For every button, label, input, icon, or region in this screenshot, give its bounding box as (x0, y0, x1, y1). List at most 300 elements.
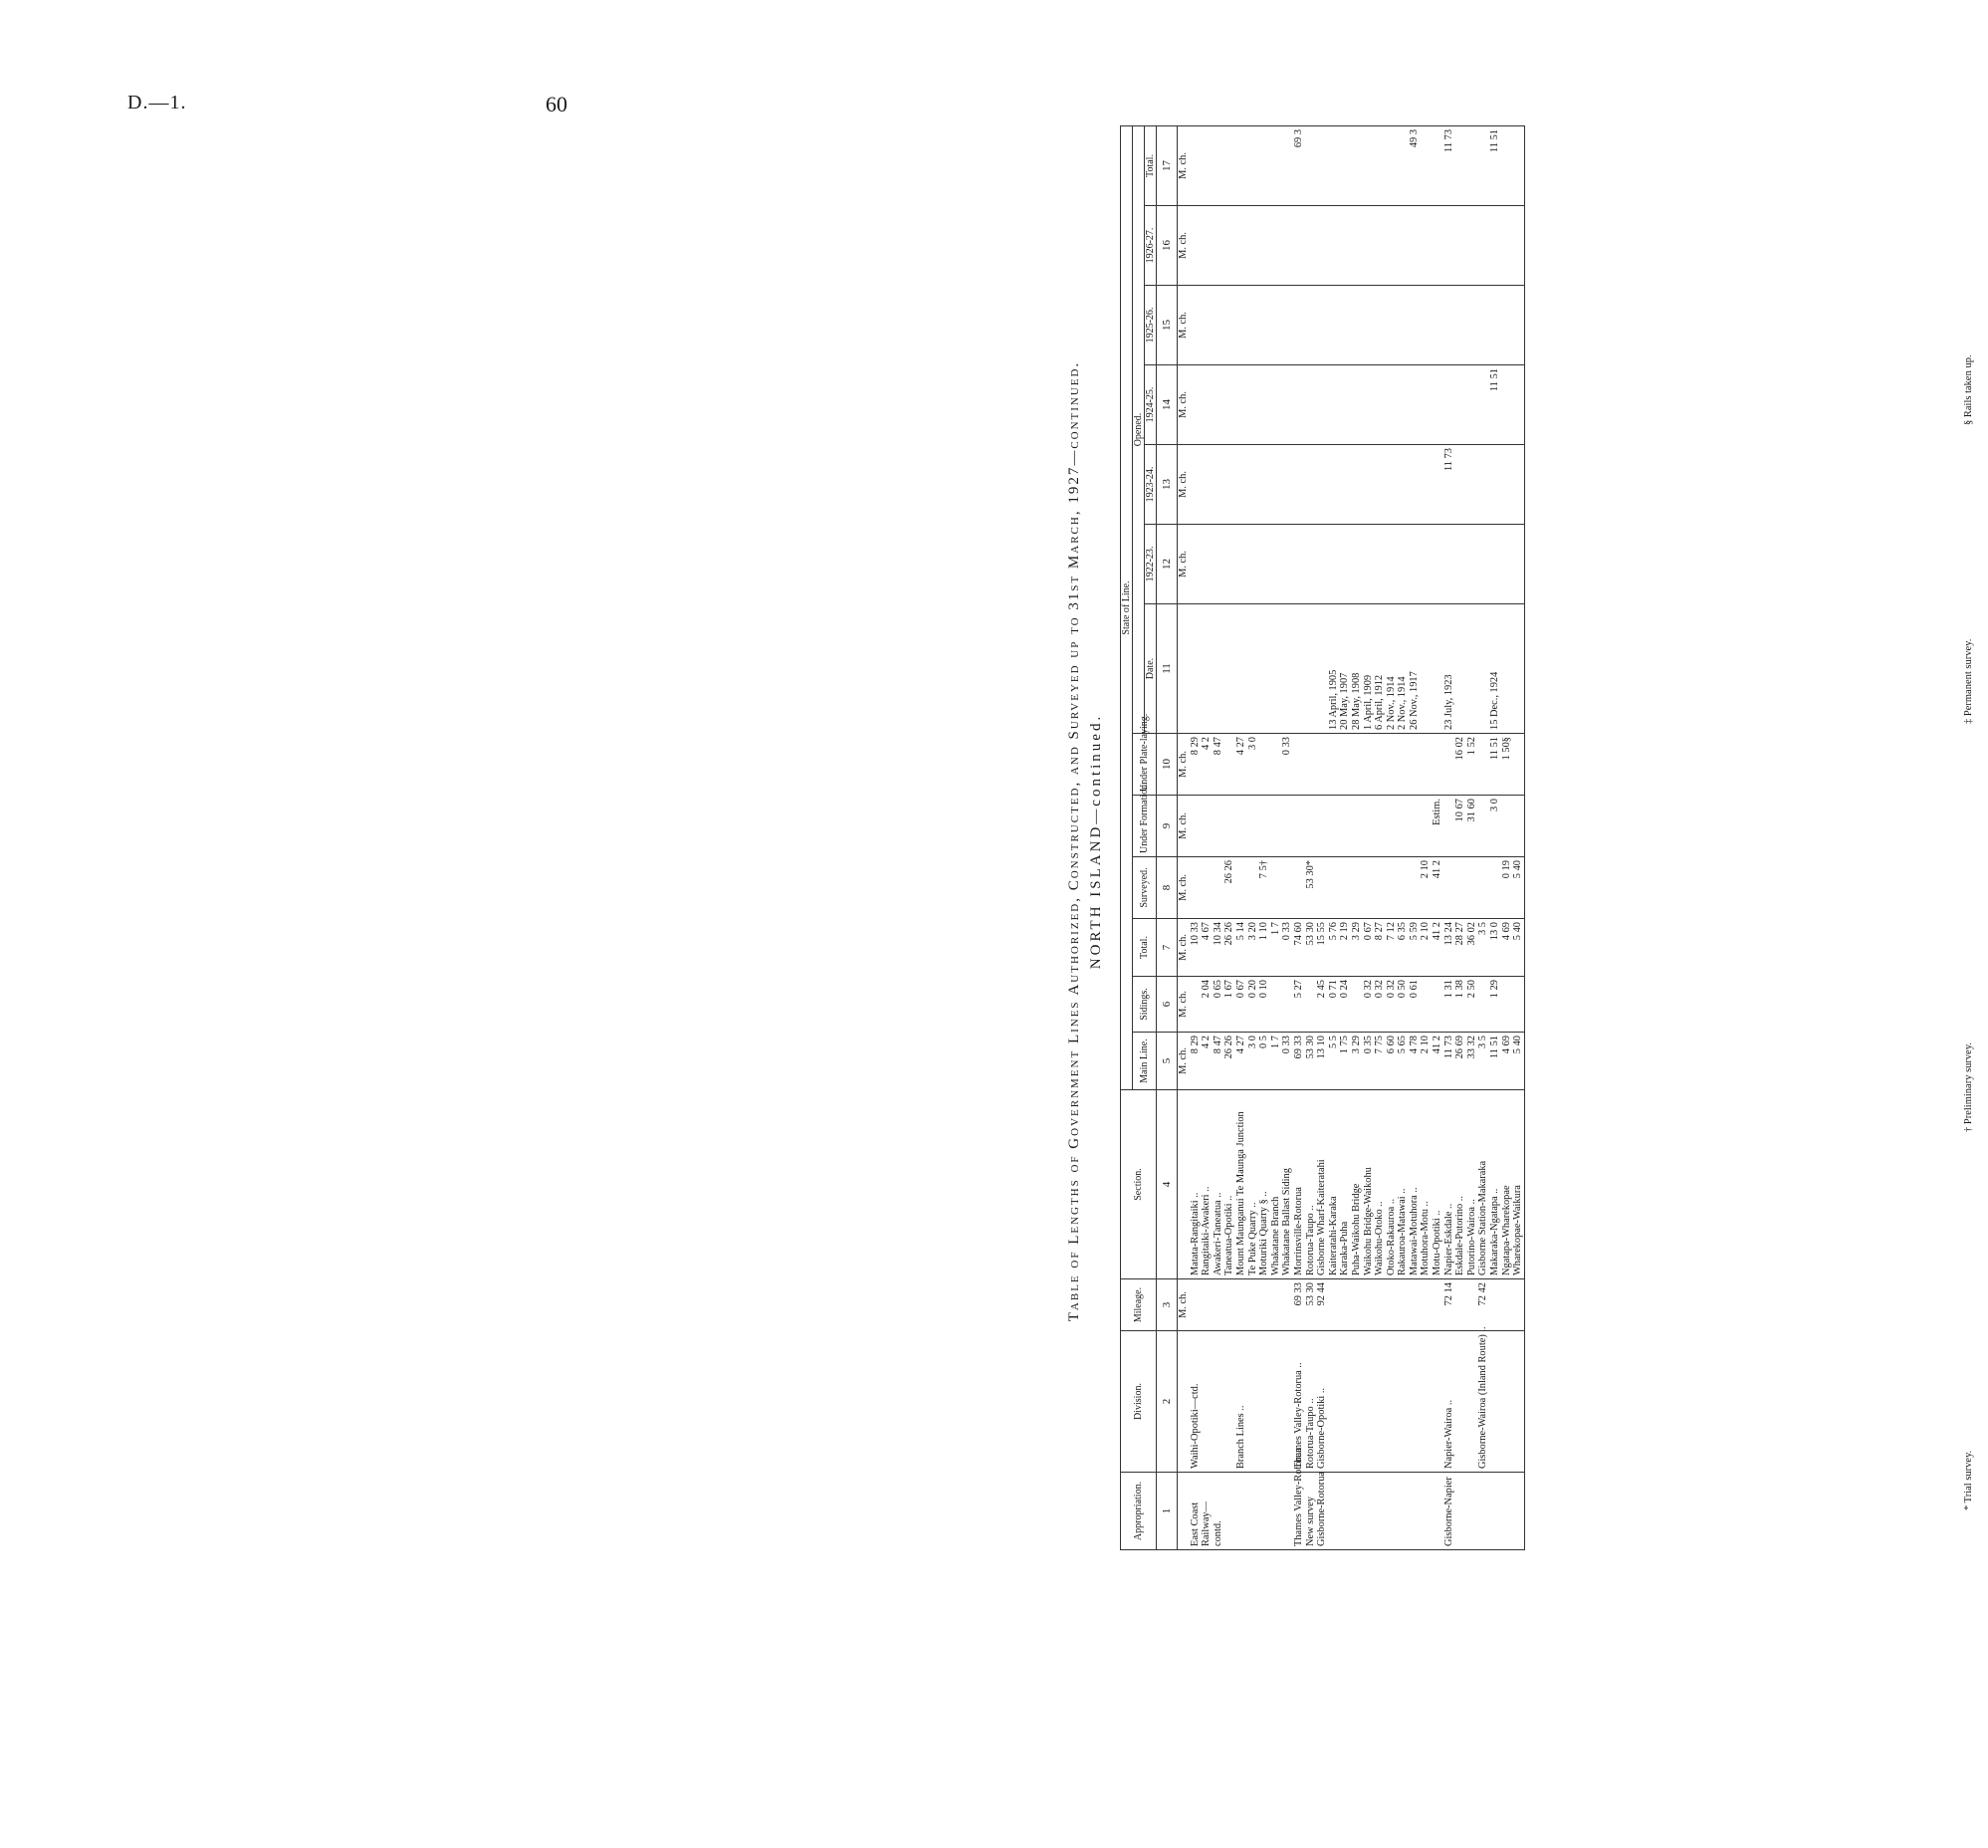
cell-mileage (1223, 1279, 1235, 1331)
cell-sidings: 0 32 (1374, 977, 1386, 1033)
table-row (1201, 125, 1213, 1549)
cell-mileage (1339, 1279, 1351, 1331)
column-number: 5 (1157, 1033, 1178, 1090)
cell-division: Napier-Wairoa .. (1443, 1331, 1455, 1473)
cell-1926-27 (1339, 206, 1351, 286)
unit-blank (1178, 604, 1190, 734)
cell-1925-26 (1374, 286, 1386, 365)
cell-appropriation: Thames Valley-Rotorua (1293, 1473, 1305, 1550)
cell-1924-25 (1443, 365, 1455, 445)
cell-sidings (1420, 977, 1432, 1033)
cell-total-opened (1258, 125, 1270, 205)
unit-label: M. ch. (1178, 365, 1190, 445)
cell-total-opened (1281, 125, 1293, 205)
column-number: 7 (1157, 919, 1178, 977)
cell-sidings (1270, 977, 1282, 1033)
cell-date (1293, 604, 1305, 734)
cell-appropriation (1409, 1473, 1421, 1550)
cell-mileage (1397, 1279, 1409, 1331)
cell-1926-27 (1374, 206, 1386, 286)
unit-label: M. ch. (1178, 206, 1190, 286)
table-row (1281, 125, 1293, 1549)
cell-division (1281, 1331, 1293, 1473)
table-row (1397, 125, 1409, 1549)
unit-blank (1178, 1331, 1190, 1473)
cell-1924-25 (1432, 365, 1443, 445)
cell-under-platelaying (1339, 734, 1351, 796)
cell-appropriation: Gisborne-Napier (1443, 1473, 1455, 1550)
cell-under-platelaying (1305, 734, 1317, 796)
cell-total: 5 76 (1328, 919, 1340, 977)
header-total-opened: Total. (1145, 125, 1157, 205)
cell-under-formation (1316, 796, 1328, 857)
header-mileage: Mileage. (1121, 1279, 1157, 1331)
cell-surveyed (1316, 857, 1328, 919)
cell-1923-24 (1397, 445, 1409, 525)
cell-total-opened (1454, 125, 1466, 205)
table-row (1351, 125, 1363, 1549)
cell-under-platelaying (1351, 734, 1363, 796)
cell-under-formation (1293, 796, 1305, 857)
cell-surveyed (1443, 857, 1455, 919)
table-row (1409, 125, 1421, 1549)
table-row (1374, 125, 1386, 1549)
cell-division (1512, 1331, 1524, 1473)
cell-under-platelaying (1386, 734, 1398, 796)
cell-1924-25 (1386, 365, 1398, 445)
cell-1923-24: 11 73 (1443, 445, 1455, 525)
cell-1926-27 (1223, 206, 1235, 286)
cell-mileage (1512, 1279, 1524, 1331)
cell-division (1328, 1331, 1340, 1473)
cell-under-formation (1213, 796, 1224, 857)
cell-1924-25 (1328, 365, 1340, 445)
cell-division: Gisborne-Wairoa (Inland Route) .. (1477, 1331, 1489, 1473)
cell-appropriation (1339, 1473, 1351, 1550)
cell-section: Makaraka-Ngatapa .. (1489, 1090, 1501, 1279)
cell-total: 13 24 (1443, 919, 1455, 977)
cell-mileage (1258, 1279, 1270, 1331)
cell-1926-27 (1328, 206, 1340, 286)
cell-main-line: 1 7 (1270, 1033, 1282, 1090)
cell-date (1258, 604, 1270, 734)
cell-under-platelaying (1363, 734, 1375, 796)
cell-appropriation (1397, 1473, 1409, 1550)
cell-main-line: 0 33 (1281, 1033, 1293, 1090)
cell-1922-23 (1258, 525, 1270, 604)
column-number: 16 (1157, 206, 1178, 286)
cell-mileage (1420, 1279, 1432, 1331)
cell-appropriation (1281, 1473, 1293, 1550)
cell-mileage: 92 44 (1316, 1279, 1328, 1331)
cell-1922-23 (1386, 525, 1398, 604)
cell-total: 28 27 (1454, 919, 1466, 977)
cell-surveyed: 53 30* (1305, 857, 1317, 919)
cell-1922-23 (1477, 525, 1489, 604)
cell-1925-26 (1201, 286, 1213, 365)
cell-surveyed: 0 19 (1501, 857, 1513, 919)
cell-total: 26 26 (1223, 919, 1235, 977)
cell-total: 10 34 (1213, 919, 1224, 977)
cell-1922-23 (1328, 525, 1340, 604)
cell-under-formation (1235, 796, 1247, 857)
cell-under-formation (1328, 796, 1340, 857)
cell-appropriation (1374, 1473, 1386, 1550)
table-body (1178, 125, 1525, 1549)
cell-1924-25 (1420, 365, 1432, 445)
cell-appropriation (1466, 1473, 1478, 1550)
cell-date: 13 April, 1905 (1328, 604, 1340, 734)
cell-main-line: 53 30 (1305, 1033, 1317, 1090)
cell-total-opened (1305, 125, 1317, 205)
cell-1925-26 (1190, 286, 1202, 365)
cell-under-platelaying (1374, 734, 1386, 796)
cell-main-line: 2 10 (1420, 1033, 1432, 1090)
cell-division (1339, 1331, 1351, 1473)
header-main-line: Main Line. (1133, 1033, 1157, 1090)
header-division: Division. (1121, 1331, 1157, 1473)
cell-sidings: 2 50 (1466, 977, 1478, 1033)
cell-1924-25 (1223, 365, 1235, 445)
table-row (1432, 125, 1443, 1549)
cell-appropriation (1247, 1473, 1259, 1550)
table-row (1501, 125, 1513, 1549)
cell-1923-24 (1386, 445, 1398, 525)
cell-1923-24 (1223, 445, 1235, 525)
cell-date (1213, 604, 1224, 734)
cell-total-opened: 49 3 (1409, 125, 1421, 205)
cell-date: 2 Nov., 1914 (1386, 604, 1398, 734)
cell-under-platelaying (1443, 734, 1455, 796)
cell-under-platelaying (1293, 734, 1305, 796)
cell-division: Waihi-Opotiki—ctd. (1190, 1331, 1202, 1473)
cell-under-formation (1258, 796, 1270, 857)
cell-under-formation (1397, 796, 1409, 857)
cell-1926-27 (1270, 206, 1282, 286)
cell-sidings: 0 61 (1409, 977, 1421, 1033)
cell-1924-25 (1293, 365, 1305, 445)
cell-1923-24 (1432, 445, 1443, 525)
cell-1925-26 (1339, 286, 1351, 365)
cell-total: 1 7 (1270, 919, 1282, 977)
cell-under-formation: 3 0 (1489, 796, 1501, 857)
cell-mileage (1432, 1279, 1443, 1331)
cell-surveyed (1328, 857, 1340, 919)
cell-appropriation: New survey (1305, 1473, 1317, 1550)
cell-1925-26 (1501, 286, 1513, 365)
cell-date (1190, 604, 1202, 734)
cell-date: 6 April, 1912 (1374, 604, 1386, 734)
cell-date (1305, 604, 1317, 734)
cell-main-line: 5 5 (1328, 1033, 1340, 1090)
cell-section: Gisborne Wharf-Kaiteratahi (1316, 1090, 1328, 1279)
cell-total: 36 02 (1466, 919, 1478, 977)
column-number: 10 (1157, 734, 1178, 796)
cell-total: 2 19 (1339, 919, 1351, 977)
cell-total-opened (1466, 125, 1478, 205)
cell-division (1489, 1331, 1501, 1473)
unit-blank (1178, 1473, 1190, 1550)
cell-main-line: 33 32 (1466, 1033, 1478, 1090)
cell-mileage: 53 30 (1305, 1279, 1317, 1331)
cell-1923-24 (1293, 445, 1305, 525)
cell-1925-26 (1477, 286, 1489, 365)
cell-division (1432, 1331, 1443, 1473)
table-row (1386, 125, 1398, 1549)
unit-label: M. ch. (1178, 857, 1190, 919)
cell-1925-26 (1432, 286, 1443, 365)
cell-1926-27 (1432, 206, 1443, 286)
cell-date (1281, 604, 1293, 734)
cell-1925-26 (1512, 286, 1524, 365)
cell-surveyed (1281, 857, 1293, 919)
table-row (1420, 125, 1432, 1549)
column-number: 6 (1157, 977, 1178, 1033)
cell-division (1351, 1331, 1363, 1473)
cell-1922-23 (1339, 525, 1351, 604)
cell-total-opened: 69 3 (1293, 125, 1305, 205)
cell-total-opened: 11 51 (1489, 125, 1501, 205)
cell-under-formation (1223, 796, 1235, 857)
cell-sidings (1281, 977, 1293, 1033)
column-number: 14 (1157, 365, 1178, 445)
cell-under-formation (1512, 796, 1524, 857)
cell-under-formation (1351, 796, 1363, 857)
cell-1922-23 (1374, 525, 1386, 604)
cell-sidings (1501, 977, 1513, 1033)
cell-mileage (1213, 1279, 1224, 1331)
table-subtitle: NORTH ISLAND—continued. (1088, 713, 1104, 970)
cell-mileage (1466, 1279, 1478, 1331)
table-row (1247, 125, 1259, 1549)
cell-total: 10 33 (1190, 919, 1202, 977)
cell-1922-23 (1213, 525, 1224, 604)
cell-1923-24 (1363, 445, 1375, 525)
cell-1924-25 (1409, 365, 1421, 445)
cell-1923-24 (1213, 445, 1224, 525)
cell-under-formation (1409, 796, 1421, 857)
cell-surveyed (1270, 857, 1282, 919)
rotated-table-sheet (1062, 124, 1988, 1558)
cell-1925-26 (1270, 286, 1282, 365)
cell-surveyed (1489, 857, 1501, 919)
header-opened: Opened. (1133, 125, 1145, 733)
cell-section: Gisborne Station-Makaraka (1477, 1090, 1489, 1279)
cell-total: 13 0 (1489, 919, 1501, 977)
cell-surveyed (1386, 857, 1398, 919)
column-number-row (1157, 125, 1178, 1549)
cell-appropriation (1351, 1473, 1363, 1550)
cell-total: 2 10 (1420, 919, 1432, 977)
cell-under-formation (1201, 796, 1213, 857)
cell-division (1420, 1331, 1432, 1473)
cell-total-opened (1213, 125, 1224, 205)
cell-main-line: 8 29 (1190, 1033, 1202, 1090)
cell-main-line: 4 69 (1501, 1033, 1513, 1090)
header-under-formation: Under Formation. (1133, 796, 1157, 857)
table-row (1223, 125, 1235, 1549)
cell-1923-24 (1316, 445, 1328, 525)
cell-sidings: 2 04 (1201, 977, 1213, 1033)
cell-mileage (1351, 1279, 1363, 1331)
cell-section: Rotorua-Taupo .. (1305, 1090, 1317, 1279)
cell-surveyed (1213, 857, 1224, 919)
cell-main-line: 3 0 (1247, 1033, 1259, 1090)
cell-section: Matawai-Motuhora .. (1409, 1090, 1421, 1279)
cell-total: 5 40 (1512, 919, 1524, 977)
lines-table (1120, 125, 1525, 1550)
cell-under-formation (1190, 796, 1202, 857)
cell-under-formation (1270, 796, 1282, 857)
unit-label: M. ch. (1178, 286, 1190, 365)
cell-date: 20 May, 1907 (1339, 604, 1351, 734)
cell-1925-26 (1258, 286, 1270, 365)
cell-date (1501, 604, 1513, 734)
cell-date: 23 July, 1923 (1443, 604, 1455, 734)
table-title: Table of Lengths of Government Lines Authorized, Constructed, and Surveyed up to 31st March, 1927—continued. (1066, 360, 1082, 1322)
cell-1922-23 (1235, 525, 1247, 604)
cell-1923-24 (1235, 445, 1247, 525)
cell-1925-26 (1223, 286, 1235, 365)
cell-mileage (1270, 1279, 1282, 1331)
header-date: Date. (1145, 604, 1157, 734)
header-sidings: Sidings. (1133, 977, 1157, 1033)
cell-under-platelaying (1397, 734, 1409, 796)
cell-division (1201, 1331, 1213, 1473)
cell-division (1454, 1331, 1466, 1473)
cell-1922-23 (1363, 525, 1375, 604)
cell-total-opened (1247, 125, 1259, 205)
cell-division: Thames Valley-Rotorua .. (1293, 1331, 1305, 1473)
cell-under-platelaying: 8 29 (1190, 734, 1202, 796)
cell-total-opened (1397, 125, 1409, 205)
cell-total-opened (1432, 125, 1443, 205)
cell-under-platelaying (1223, 734, 1235, 796)
cell-1924-25 (1477, 365, 1489, 445)
footnote-trial: * Trial survey. (1963, 1450, 1974, 1510)
cell-1926-27 (1293, 206, 1305, 286)
cell-division: Rotorua-Taupo .. (1305, 1331, 1317, 1473)
cell-1925-26 (1351, 286, 1363, 365)
cell-1926-27 (1466, 206, 1478, 286)
cell-section: Moturiki Quarry § .. (1258, 1090, 1270, 1279)
cell-appropriation (1477, 1473, 1489, 1550)
cell-1923-24 (1201, 445, 1213, 525)
cell-1926-27 (1235, 206, 1247, 286)
cell-division (1466, 1331, 1478, 1473)
cell-sidings: 2 45 (1316, 977, 1328, 1033)
column-number: 1 (1157, 1473, 1178, 1550)
cell-under-formation (1247, 796, 1259, 857)
document-reference: D.—1. (127, 92, 187, 114)
column-number: 9 (1157, 796, 1178, 857)
cell-1924-25 (1305, 365, 1317, 445)
cell-surveyed (1397, 857, 1409, 919)
cell-mileage: 69 33 (1293, 1279, 1305, 1331)
cell-1925-26 (1454, 286, 1466, 365)
footnote-permanent: ‡ Permanent survey. (1963, 638, 1974, 724)
cell-1926-27 (1190, 206, 1202, 286)
cell-under-platelaying (1512, 734, 1524, 796)
cell-mileage (1190, 1279, 1202, 1331)
cell-division (1397, 1331, 1409, 1473)
table-row (1443, 125, 1455, 1549)
cell-under-platelaying: 0 33 (1281, 734, 1293, 796)
cell-total-opened (1420, 125, 1432, 205)
cell-1924-25: 11 51 (1489, 365, 1501, 445)
cell-mileage (1328, 1279, 1340, 1331)
cell-section: Morrinsville-Rotorua (1293, 1090, 1305, 1279)
cell-1923-24 (1270, 445, 1282, 525)
cell-main-line: 26 69 (1454, 1033, 1466, 1090)
cell-under-formation (1374, 796, 1386, 857)
cell-appropriation (1258, 1473, 1270, 1550)
cell-surveyed: 2 10 (1420, 857, 1432, 919)
cell-total-opened (1374, 125, 1386, 205)
cell-division (1374, 1331, 1386, 1473)
unit-label: M. ch. (1178, 525, 1190, 604)
cell-1922-23 (1489, 525, 1501, 604)
cell-appropriation (1420, 1473, 1432, 1550)
cell-1924-25 (1501, 365, 1513, 445)
cell-total: 53 30 (1305, 919, 1317, 977)
cell-mileage (1409, 1279, 1421, 1331)
cell-section: Eskdale-Putorino .. (1454, 1090, 1466, 1279)
cell-1926-27 (1397, 206, 1409, 286)
cell-section: Napier-Eskdale .. (1443, 1090, 1455, 1279)
cell-division: Branch Lines .. (1235, 1331, 1247, 1473)
cell-appropriation: Railway— (1201, 1473, 1213, 1550)
cell-division (1258, 1331, 1270, 1473)
cell-main-line: 13 10 (1316, 1033, 1328, 1090)
cell-main-line: 11 51 (1489, 1033, 1501, 1090)
cell-total-opened (1339, 125, 1351, 205)
cell-1926-27 (1351, 206, 1363, 286)
cell-under-formation: 31 60 (1466, 796, 1478, 857)
table-row (1339, 125, 1351, 1549)
cell-1924-25 (1235, 365, 1247, 445)
cell-1924-25 (1397, 365, 1409, 445)
cell-under-platelaying (1409, 734, 1421, 796)
cell-appropriation (1454, 1473, 1466, 1550)
table-row (1512, 125, 1524, 1549)
header-under-platelaying: Under Plate-laying. (1133, 734, 1157, 796)
unit-label: M. ch. (1178, 796, 1190, 857)
unit-label: M. ch. (1178, 1033, 1190, 1090)
cell-sidings: 1 67 (1223, 977, 1235, 1033)
cell-1926-27 (1316, 206, 1328, 286)
unit-row (1178, 125, 1190, 1549)
cell-under-platelaying: 4 27 (1235, 734, 1247, 796)
cell-appropriation: East Coast (1190, 1473, 1202, 1550)
cell-main-line: 3 29 (1351, 1033, 1363, 1090)
cell-appropriation (1489, 1473, 1501, 1550)
cell-mileage (1281, 1279, 1293, 1331)
cell-1924-25 (1339, 365, 1351, 445)
cell-main-line: 3 5 (1477, 1033, 1489, 1090)
cell-1925-26 (1213, 286, 1224, 365)
cell-sidings: 0 32 (1386, 977, 1398, 1033)
cell-sidings: 0 65 (1213, 977, 1224, 1033)
cell-total: 4 67 (1201, 919, 1213, 977)
cell-1922-23 (1293, 525, 1305, 604)
cell-date: 28 May, 1908 (1351, 604, 1363, 734)
cell-section: Matata-Rangitaiki .. (1190, 1090, 1202, 1279)
table-row (1270, 125, 1282, 1549)
cell-1925-26 (1397, 286, 1409, 365)
cell-surveyed (1409, 857, 1421, 919)
column-number: 8 (1157, 857, 1178, 919)
